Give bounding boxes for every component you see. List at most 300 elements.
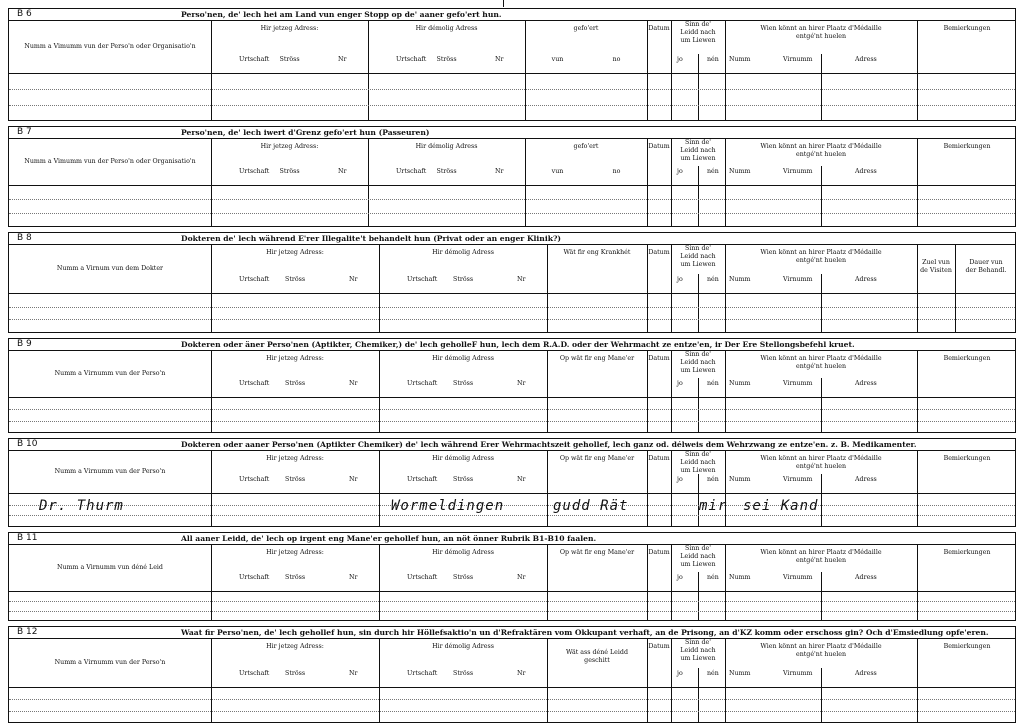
row-line xyxy=(9,515,1015,516)
medal-split xyxy=(821,572,822,591)
firstname-subheader: Virnumm xyxy=(783,476,813,483)
nr-subheader: Nr xyxy=(517,574,526,581)
section-header xyxy=(9,545,1015,592)
section-header xyxy=(9,451,1015,494)
row-column-divider xyxy=(917,294,918,332)
row-line xyxy=(9,601,1015,602)
section-b10 xyxy=(8,438,1016,527)
name-column-header: Numm a Virnumm vun der Perso'n xyxy=(54,468,166,475)
medal-header-1: Wien könnt an hirer Plaatz d'Médaille xyxy=(760,143,882,150)
remarks-header: Bemierkungen xyxy=(943,643,991,650)
what-header: Op wät fir eng Mane'er xyxy=(559,355,635,362)
section-title-bar xyxy=(9,339,1015,351)
section-title: Perso'nen, de' lech iwert d'Grenz gefo'ert hun (Passeuren) xyxy=(181,128,430,137)
alive-split xyxy=(698,572,699,591)
nr-subheader: Nr xyxy=(338,168,347,175)
row-column-divider xyxy=(379,592,380,620)
row-column-divider xyxy=(211,494,212,526)
current-address-header: Hir jetzeg Adress: xyxy=(266,355,324,362)
row-column-divider xyxy=(955,294,956,332)
section-b11 xyxy=(8,532,1016,621)
alive-split xyxy=(698,378,699,397)
date-header: Datum xyxy=(648,355,670,362)
section-id: B 9 xyxy=(17,339,32,349)
no-subheader: nén xyxy=(707,276,719,283)
yes-subheader: jo xyxy=(677,276,683,283)
medal-header-1: Wien könnt an hirer Plaatz d'Médaille xyxy=(760,455,882,462)
row-column-divider xyxy=(671,592,672,620)
section-rows[interactable] xyxy=(9,398,1015,432)
locality-subheader: Urtschaft xyxy=(407,670,438,677)
locality-subheader: Urtschaft xyxy=(239,56,270,63)
street-subheader: Ströss xyxy=(453,380,474,387)
duration-header-1: Dauer vun xyxy=(969,259,1003,266)
date-header: Datum xyxy=(648,143,670,150)
yes-subheader: jo xyxy=(677,476,683,483)
street-subheader: Ströss xyxy=(453,276,474,283)
alive-header-3: um Liewen xyxy=(680,561,716,568)
firstname-subheader: Virnumm xyxy=(783,276,813,283)
medal-header-2: entgé'nt huelen xyxy=(795,257,847,264)
medal-split xyxy=(821,54,822,73)
led-header: gefo'ert xyxy=(573,143,599,150)
section-id: B 10 xyxy=(17,439,38,449)
no-subheader: nén xyxy=(707,168,719,175)
section-title: Dokteren oder äner Perso'nen (Aptikter, Chemiker,) de' lech geholleF hun, lech dem R.A.D. oder der Wehrmacht ze entze'en, ir Der Ere Stellongsbefehl kruet. xyxy=(181,340,855,349)
row-column-divider xyxy=(821,688,822,722)
date-header: Datum xyxy=(648,549,670,556)
old-address-header: Hir démolig Adress xyxy=(432,455,494,462)
row-column-divider xyxy=(917,74,918,120)
row-column-divider xyxy=(211,398,212,432)
street-subheader: Ströss xyxy=(285,670,306,677)
questionnaire-page xyxy=(8,8,1016,728)
medal-header-2: entgé'nt huelen xyxy=(795,557,847,564)
nr-subheader: Nr xyxy=(349,476,358,483)
name-column-header: Numm a Virnumm vun déné Leid xyxy=(57,564,163,571)
date-header: Datum xyxy=(648,25,670,32)
address-subheader: Adress xyxy=(855,574,877,581)
section-b9 xyxy=(8,338,1016,433)
section-rows[interactable] xyxy=(9,294,1015,332)
alive-header-2: Leidd nach xyxy=(680,553,716,560)
no-subheader: nén xyxy=(707,56,719,63)
section-title: Dokteren oder aaner Perso'nen (Aptikter Chemiker) de' lech während Erer Wehrmachtszeit gehollef, lech ganz od. délweis dem Wehrzwang ze entze'en. z. B. Medikamenter. xyxy=(181,440,917,449)
medal-header-2: entgé'nt huelen xyxy=(795,463,847,470)
row-line xyxy=(9,611,1015,612)
remarks-header: Bemierkungen xyxy=(943,549,991,556)
row-line xyxy=(9,89,1015,90)
row-column-divider xyxy=(698,592,699,620)
row-column-divider xyxy=(821,186,822,226)
section-rows[interactable] xyxy=(9,186,1015,226)
row-column-divider xyxy=(211,688,212,722)
name-column-header: Numm a Virnumm vun der Perso'n xyxy=(54,370,166,377)
handwritten-name: Dr. Thurm xyxy=(39,498,124,514)
locality-subheader: Urtschaft xyxy=(239,276,270,283)
alive-split xyxy=(698,166,699,185)
row-column-divider xyxy=(547,494,548,526)
street-subheader: Ströss xyxy=(453,574,474,581)
row-column-divider xyxy=(671,294,672,332)
handwritten-medal: sei Kand xyxy=(743,498,819,514)
locality-subheader: Urtschaft xyxy=(407,276,438,283)
alive-header-1: Sinn de' xyxy=(685,639,711,646)
medal-header-1: Wien könnt an hirer Plaatz d'Médaille xyxy=(760,249,882,256)
duration-header-2: der Behandl. xyxy=(965,267,1007,274)
street-subheader: Ströss xyxy=(285,476,306,483)
section-rows[interactable] xyxy=(9,592,1015,620)
address-subheader: Adress xyxy=(855,168,877,175)
nr-subheader: Nr xyxy=(517,476,526,483)
suffered-header-2: geschitt xyxy=(584,657,610,664)
row-column-divider xyxy=(821,398,822,432)
row-column-divider xyxy=(547,294,548,332)
old-address-header: Hir démolig Adress xyxy=(415,25,478,32)
row-column-divider xyxy=(917,186,918,226)
firstname-subheader: Virnumm xyxy=(783,168,813,175)
section-rows[interactable] xyxy=(9,494,1015,526)
visits-header-1: Zuel vun xyxy=(922,259,950,266)
row-column-divider xyxy=(379,398,380,432)
alive-split xyxy=(698,474,699,493)
section-title-bar xyxy=(9,439,1015,451)
section-id: B 6 xyxy=(17,9,32,19)
row-column-divider xyxy=(698,688,699,722)
locality-subheader: Urtschaft xyxy=(239,380,270,387)
row-column-divider xyxy=(671,494,672,526)
what-header: Op wät fir eng Mane'er xyxy=(559,455,635,462)
date-header: Datum xyxy=(648,643,670,650)
section-title-bar xyxy=(9,627,1015,639)
row-line xyxy=(9,421,1015,422)
address-subheader: Adress xyxy=(855,476,877,483)
row-column-divider xyxy=(725,294,726,332)
row-column-divider xyxy=(671,398,672,432)
section-title-bar xyxy=(9,533,1015,545)
row-column-divider xyxy=(647,398,648,432)
row-column-divider xyxy=(368,186,369,226)
remarks-header: Bemierkungen xyxy=(943,143,991,150)
address-subheader: Adress xyxy=(855,276,877,283)
row-column-divider xyxy=(647,294,648,332)
row-column-divider xyxy=(917,688,918,722)
section-title-bar xyxy=(9,9,1015,21)
row-line xyxy=(9,307,1015,308)
row-line xyxy=(9,711,1015,712)
date-header: Datum xyxy=(648,455,670,462)
row-column-divider xyxy=(917,398,918,432)
row-column-divider xyxy=(725,398,726,432)
current-address-header: Hir jetzeg Adress: xyxy=(266,549,324,556)
street-subheader: Ströss xyxy=(453,476,474,483)
street-subheader: Ströss xyxy=(279,56,300,63)
from-subheader: vun xyxy=(551,56,564,63)
to-subheader: no xyxy=(612,168,621,175)
medal-split xyxy=(821,668,822,687)
row-column-divider xyxy=(211,294,212,332)
from-subheader: vun xyxy=(551,168,564,175)
row-column-divider xyxy=(525,74,526,120)
alive-header-2: Leidd nach xyxy=(680,459,716,466)
alive-header-3: um Liewen xyxy=(680,367,716,374)
locality-subheader: Urtschaft xyxy=(239,574,270,581)
medal-split xyxy=(821,378,822,397)
section-id: B 7 xyxy=(17,127,32,137)
firstname-subheader: Virnumm xyxy=(783,670,813,677)
row-line xyxy=(9,319,1015,320)
street-subheader: Ströss xyxy=(436,56,457,63)
street-subheader: Ströss xyxy=(279,168,300,175)
nr-subheader: Nr xyxy=(517,670,526,677)
medal-header-1: Wien könnt an hirer Plaatz d'Médaille xyxy=(760,25,882,32)
alive-split xyxy=(698,668,699,687)
yes-subheader: jo xyxy=(677,574,683,581)
row-column-divider xyxy=(647,74,648,120)
row-column-divider xyxy=(647,186,648,226)
surname-subheader: Numm xyxy=(729,476,751,483)
row-column-divider xyxy=(821,74,822,120)
medal-header-2: entgé'nt huelen xyxy=(795,651,847,658)
row-column-divider xyxy=(671,688,672,722)
old-address-header: Hir démolig Adress xyxy=(432,549,494,556)
row-column-divider xyxy=(821,494,822,526)
medal-header-2: entgé'nt huelen xyxy=(795,363,847,370)
medal-header-2: entgé'nt huelen xyxy=(795,33,847,40)
row-column-divider xyxy=(698,398,699,432)
section-title: Perso'nen, de' lech hei am Land vun enger Stopp op de' aaner gefo'ert hun. xyxy=(181,10,502,19)
medal-header-1: Wien könnt an hirer Plaatz d'Médaille xyxy=(760,643,882,650)
locality-subheader: Urtschaft xyxy=(407,574,438,581)
name-column-header: Numm a Vimumm vun der Perso'n oder Organisatio'n xyxy=(24,158,196,165)
old-address-header: Hir démolig Adress xyxy=(432,643,494,650)
section-header xyxy=(9,139,1015,186)
row-column-divider xyxy=(698,294,699,332)
medal-split xyxy=(821,274,822,293)
remarks-header: Bemierkungen xyxy=(943,355,991,362)
row-column-divider xyxy=(725,74,726,120)
row-column-divider xyxy=(725,688,726,722)
remarks-header: Bemierkungen xyxy=(943,455,991,462)
address-subheader: Adress xyxy=(855,56,877,63)
row-column-divider xyxy=(671,186,672,226)
section-header xyxy=(9,351,1015,398)
handwritten-how: gudd Rät xyxy=(553,498,629,514)
row-column-divider xyxy=(379,494,380,526)
section-b8 xyxy=(8,232,1016,333)
name-column-header: Numm a Virnum vun dem Dokter xyxy=(56,265,164,272)
firstname-subheader: Virnumm xyxy=(783,574,813,581)
nr-subheader: Nr xyxy=(495,168,504,175)
row-column-divider xyxy=(698,74,699,120)
yes-subheader: jo xyxy=(677,670,683,677)
no-subheader: nén xyxy=(707,574,719,581)
alive-header-2: Leidd nach xyxy=(680,147,716,154)
alive-header-1: Sinn de' xyxy=(685,545,711,552)
no-subheader: nén xyxy=(707,670,719,677)
alive-header-2: Leidd nach xyxy=(680,647,716,654)
firstname-subheader: Virnumm xyxy=(783,56,813,63)
old-address-header: Hir démolig Adress xyxy=(432,355,494,362)
row-line xyxy=(9,199,1015,200)
nr-subheader: Nr xyxy=(349,574,358,581)
section-title: All aaner Leidd, de' lech op irgent eng Mane'er gehollef hun, an nöt önner Rubrik B1-B10 faalen. xyxy=(181,534,597,543)
section-b6 xyxy=(8,8,1016,121)
current-address-header: Hir jetzeg Adress: xyxy=(260,25,319,32)
yes-subheader: jo xyxy=(677,380,683,387)
nr-subheader: Nr xyxy=(349,670,358,677)
row-column-divider xyxy=(671,74,672,120)
alive-header-3: um Liewen xyxy=(680,467,716,474)
suffered-header: Wät ass déné Leidd xyxy=(566,649,628,656)
alive-header-3: um Liewen xyxy=(680,655,716,662)
old-address-header: Hir démolig Adress xyxy=(415,143,478,150)
old-address-header: Hir démolig Adress xyxy=(432,249,494,256)
row-column-divider xyxy=(547,592,548,620)
address-subheader: Adress xyxy=(855,380,877,387)
to-subheader: no xyxy=(612,56,621,63)
handwritten-old-address: Wormeldingen xyxy=(391,498,505,514)
row-line xyxy=(9,699,1015,700)
yes-subheader: jo xyxy=(677,56,683,63)
medal-split xyxy=(821,474,822,493)
row-line xyxy=(9,213,1015,214)
nr-subheader: Nr xyxy=(517,276,526,283)
street-subheader: Ströss xyxy=(453,670,474,677)
firstname-subheader: Virnumm xyxy=(783,380,813,387)
nr-subheader: Nr xyxy=(338,56,347,63)
locality-subheader: Urtschaft xyxy=(239,168,270,175)
no-subheader: nén xyxy=(707,380,719,387)
name-column-header: Numm a Virnumm vun der Perso'n xyxy=(54,659,166,666)
surname-subheader: Numm xyxy=(729,276,751,283)
alive-header-2: Leidd nach xyxy=(680,253,716,260)
row-column-divider xyxy=(525,186,526,226)
medal-header-1: Wien könnt an hirer Plaatz d'Médaille xyxy=(760,549,882,556)
alive-header-2: Leidd nach xyxy=(680,359,716,366)
section-id: B 11 xyxy=(17,533,38,543)
section-b12 xyxy=(8,626,1016,723)
row-column-divider xyxy=(211,74,212,120)
no-subheader: nén xyxy=(707,476,719,483)
medal-header-2: entgé'nt huelen xyxy=(795,151,847,158)
name-column-header: Numm a Vimumm vun der Perso'n oder Organisatio'n xyxy=(24,43,196,50)
section-header xyxy=(9,245,1015,294)
row-line xyxy=(9,505,1015,506)
row-column-divider xyxy=(647,688,648,722)
nr-subheader: Nr xyxy=(517,380,526,387)
current-address-header: Hir jetzeg Adress: xyxy=(266,249,324,256)
row-column-divider xyxy=(647,592,648,620)
row-column-divider xyxy=(647,494,648,526)
row-column-divider xyxy=(821,592,822,620)
row-column-divider xyxy=(547,688,548,722)
alive-header-1: Sinn de' xyxy=(685,451,711,458)
locality-subheader: Urtschaft xyxy=(407,380,438,387)
alive-split xyxy=(698,274,699,293)
alive-header-3: um Liewen xyxy=(680,261,716,268)
surname-subheader: Numm xyxy=(729,380,751,387)
what-header: Wät fir eng Krankhét xyxy=(563,249,631,256)
section-title: Dokteren de' lech während E'rer Illegalite't behandelt hun (Privat oder an enger Klinik?) xyxy=(181,234,562,243)
visits-header-2: de Visiten xyxy=(920,267,952,274)
row-line xyxy=(9,105,1015,106)
current-address-header: Hir jetzeg Adress: xyxy=(266,643,324,650)
top-tick-mark xyxy=(503,0,504,7)
section-id: B 12 xyxy=(17,627,38,637)
row-column-divider xyxy=(379,688,380,722)
row-column-divider xyxy=(821,294,822,332)
locality-subheader: Urtschaft xyxy=(239,670,270,677)
section-header xyxy=(9,21,1015,74)
row-column-divider xyxy=(547,398,548,432)
surname-subheader: Numm xyxy=(729,56,751,63)
nr-subheader: Nr xyxy=(495,56,504,63)
row-column-divider xyxy=(698,186,699,226)
current-address-header: Hir jetzeg Adress: xyxy=(260,143,319,150)
date-header: Datum xyxy=(648,249,670,256)
medal-split xyxy=(821,166,822,185)
alive-header-2: Leidd nach xyxy=(680,29,716,36)
section-id: B 8 xyxy=(17,233,32,243)
section-title-bar xyxy=(9,233,1015,245)
nr-subheader: Nr xyxy=(349,380,358,387)
section-b7 xyxy=(8,126,1016,227)
led-header: gefo'ert xyxy=(573,25,599,32)
alive-header-1: Sinn de' xyxy=(685,351,711,358)
locality-subheader: Urtschaft xyxy=(396,168,427,175)
yes-subheader: jo xyxy=(677,168,683,175)
medal-header-1: Wien könnt an hirer Plaatz d'Médaille xyxy=(760,355,882,362)
row-column-divider xyxy=(917,494,918,526)
remarks-header: Bemierkungen xyxy=(943,25,991,32)
section-header xyxy=(9,639,1015,688)
section-rows[interactable] xyxy=(9,688,1015,722)
street-subheader: Ströss xyxy=(436,168,457,175)
surname-subheader: Numm xyxy=(729,574,751,581)
row-column-divider xyxy=(725,592,726,620)
row-column-divider xyxy=(368,74,369,120)
street-subheader: Ströss xyxy=(285,574,306,581)
row-column-divider xyxy=(211,186,212,226)
current-address-header: Hir jetzeg Adress: xyxy=(266,455,324,462)
alive-header-1: Sinn de' xyxy=(685,139,711,146)
nr-subheader: Nr xyxy=(349,276,358,283)
street-subheader: Ströss xyxy=(285,380,306,387)
what-header: Op wät fir eng Mane'er xyxy=(559,549,635,556)
row-column-divider xyxy=(725,186,726,226)
handwritten-alive: mir xyxy=(699,498,728,514)
alive-header-1: Sinn de' xyxy=(685,21,711,28)
surname-subheader: Numm xyxy=(729,670,751,677)
row-column-divider xyxy=(211,592,212,620)
locality-subheader: Urtschaft xyxy=(239,476,270,483)
locality-subheader: Urtschaft xyxy=(396,56,427,63)
section-title-bar xyxy=(9,127,1015,139)
alive-header-3: um Liewen xyxy=(680,37,716,44)
locality-subheader: Urtschaft xyxy=(407,476,438,483)
section-title: Waat fir Perso'nen, de' lech gehollef hun, sin durch hir Höllefsaktio'n un d'Refraktären vom Okkupant verhaft, an de Prisong, an d'KZ komm oder erschoss gin? Och d'Emsiedlung opfe'eren. xyxy=(181,628,989,637)
section-rows[interactable] xyxy=(9,74,1015,120)
alive-header-3: um Liewen xyxy=(680,155,716,162)
row-column-divider xyxy=(917,592,918,620)
alive-split xyxy=(698,54,699,73)
street-subheader: Ströss xyxy=(285,276,306,283)
row-column-divider xyxy=(379,294,380,332)
row-line xyxy=(9,409,1015,410)
alive-header-1: Sinn de' xyxy=(685,245,711,252)
surname-subheader: Numm xyxy=(729,168,751,175)
